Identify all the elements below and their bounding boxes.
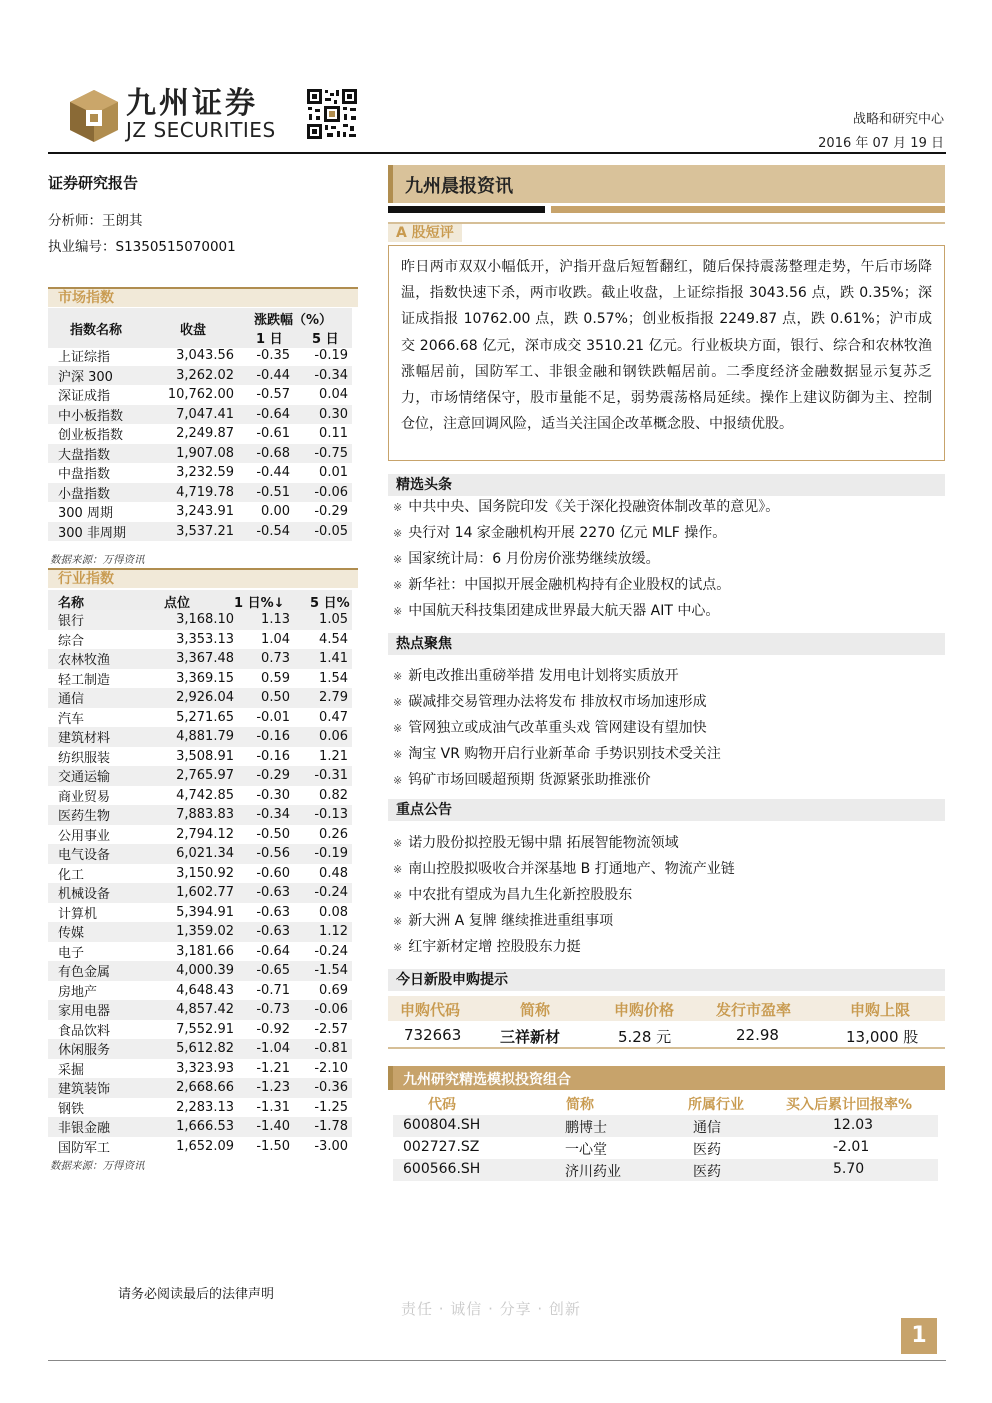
ipo-code: 732663: [404, 1026, 462, 1044]
bullet-icon: ※: [393, 605, 403, 618]
table-cell: -0.35: [256, 348, 290, 364]
table-cell: 5,612.82: [176, 1041, 234, 1057]
table-row: [48, 1000, 352, 1020]
notices-section-title: 重点公告: [388, 799, 945, 821]
table-row: [388, 1021, 945, 1049]
table-cell: 3,181.66: [176, 943, 234, 959]
table-cell: 1.54: [319, 670, 348, 686]
table-cell: -0.61: [256, 426, 290, 442]
table-cell: -0.51: [256, 484, 290, 500]
table-cell: 建筑装饰: [58, 1082, 111, 1098]
table-cell: 公用事业: [58, 828, 111, 844]
table-cell: -0.56: [256, 846, 290, 862]
table-cell: 4.54: [319, 631, 348, 647]
table-cell: 4,648.43: [176, 982, 234, 998]
table-cell: 1.12: [319, 924, 348, 940]
table-cell: -0.60: [256, 865, 290, 881]
table-cell: -0.29: [314, 504, 348, 520]
col-ipo-code: 申购代码: [400, 1001, 461, 1019]
table-cell: -1.23: [256, 1080, 290, 1096]
table-cell: -1.25: [314, 1099, 348, 1115]
industry-index-table: [48, 610, 352, 1156]
table-row: [48, 649, 352, 669]
table-cell: 大盘指数: [58, 447, 111, 463]
table-cell: 3,367.48: [176, 651, 234, 667]
table-cell: 7,883.83: [176, 807, 234, 823]
table-cell: 2.79: [319, 690, 348, 706]
table-cell: -1.04: [256, 1041, 290, 1057]
table-cell: 食品饮料: [58, 1023, 111, 1039]
table-cell: 深证成指: [58, 389, 111, 405]
ipo-section-title: 今日新股申购提示: [388, 969, 945, 991]
company-logo-english: JZ SECURITIES: [126, 118, 276, 142]
table-row: [48, 1137, 352, 1157]
col-point: 点位: [164, 596, 191, 611]
col-return: 买入后累计回报率%: [786, 1097, 913, 1113]
table-cell: 2,765.97: [176, 768, 234, 784]
table-cell: 化工: [58, 867, 85, 883]
bullet-icon: ※: [393, 889, 403, 902]
table-cell: -0.34: [256, 807, 290, 823]
table-cell: 4,719.78: [176, 484, 234, 500]
table-cell: 0.26: [319, 826, 348, 842]
col-industry: 所属行业: [688, 1097, 744, 1113]
banner-title: 九州晨报资讯: [405, 176, 513, 197]
footer-divider: [48, 1360, 946, 1361]
table-cell: 3,369.15: [176, 670, 234, 686]
portfolio-table-header: [388, 1092, 945, 1114]
banner-accent-gold: [551, 206, 945, 213]
list-item: ※ 中国航天科技集团建成世界最大航天器 AIT 中心。: [393, 603, 720, 619]
table-cell: 医药: [693, 1142, 721, 1158]
table-row: [48, 727, 352, 747]
table-cell: -0.57: [256, 387, 290, 403]
data-source-note: 数据来源：万得资讯: [50, 554, 145, 566]
table-cell: 创业板指数: [58, 428, 124, 444]
table-cell: 家用电器: [58, 1004, 111, 1020]
col-ipo-pe: 发行市盈率: [716, 1001, 792, 1019]
table-cell: -0.75: [314, 445, 348, 461]
table-row: [48, 825, 352, 845]
table-cell: 1,652.09: [176, 1138, 234, 1154]
table-cell: 12.03: [833, 1117, 874, 1133]
list-item: ※ 管网独立或成油气改革重头戏 管网建设有望加快: [393, 720, 707, 736]
industry-table-header: [48, 590, 352, 610]
table-row: [48, 961, 352, 981]
table-cell: -0.68: [256, 445, 290, 461]
table-cell: 2,668.66: [176, 1080, 234, 1096]
bullet-icon: ※: [393, 670, 403, 683]
table-cell: 2,794.12: [176, 826, 234, 842]
table-cell: 电气设备: [58, 848, 111, 864]
table-cell: -0.01: [256, 709, 290, 725]
table-cell: -1.78: [314, 1119, 348, 1135]
legal-disclaimer-note: 请务必阅读最后的法律声明: [118, 1287, 275, 1302]
market-commentary: 昨日两市双双小幅低开，沪指开盘后短暂翻红，随后保持震荡整理走势，午后市场降温，指数快速下杀，两市收跌。截止收盘，上证综指报 3043.56 点，跌 0.35%；深证成指报 10762.00 点，跌 0.57%；创业板指报 2249.87 点，跌 0.61%；沪市成交 2066.68 亿元，深市成交 3510.21 亿元。行业板块方面，银行、综合和农林牧渔涨幅居前，国防军工、非银金融和钢铁跌幅居前。二季度经济金融数据显示复苏乏力，市场情绪保守，股市量能不足，弱势震荡格局延续。操作上建议防御为主、控制仓位，注意回调风险，适当关注国企改革概念股、中报绩优股。: [388, 245, 945, 461]
table-cell: 1.13: [261, 612, 290, 628]
list-item: ※ 新华社：中国拟开展金融机构持有企业股权的试点。: [393, 577, 731, 593]
table-cell: -0.63: [256, 924, 290, 940]
table-cell: 4,881.79: [176, 729, 234, 745]
market-table-header: [48, 308, 352, 348]
table-cell: 机械设备: [58, 887, 111, 903]
list-item: ※ 中共中央、国务院印发《关于深化投融资体制改革的意见》。: [393, 499, 780, 515]
list-item: ※ 碳减排交易管理办法将发布 排放权市场加速形成: [393, 694, 707, 710]
table-cell: -0.31: [314, 768, 348, 784]
hot-topics-list: [393, 663, 943, 793]
table-cell: -0.63: [256, 885, 290, 901]
table-cell: 3,323.93: [176, 1060, 234, 1076]
table-cell: 2,249.87: [176, 426, 234, 442]
table-cell: 3,043.56: [176, 348, 234, 364]
table-cell: 1.21: [319, 748, 348, 764]
table-row: [48, 424, 352, 444]
col-stock-name: 简称: [566, 1097, 594, 1113]
table-cell: -0.06: [314, 1002, 348, 1018]
bullet-icon: ※: [393, 553, 403, 566]
table-cell: 0.50: [261, 690, 290, 706]
bullet-icon: ※: [393, 863, 403, 876]
table-cell: 沪深 300: [58, 369, 113, 385]
table-cell: 国防军工: [58, 1140, 111, 1156]
table-row: [48, 844, 352, 864]
table-row: [48, 786, 352, 806]
table-row: [393, 1115, 938, 1137]
department-label: 战略和研究中心: [852, 112, 944, 127]
company-logo-mark: [68, 88, 120, 144]
table-cell: 600804.SH: [403, 1117, 481, 1133]
table-row: [48, 1059, 352, 1079]
table-cell: 1,602.77: [176, 885, 234, 901]
table-cell: 0.47: [319, 709, 348, 725]
table-cell: 600566.SH: [403, 1161, 481, 1177]
headlines-section-title: 精选头条: [388, 474, 945, 496]
table-row: [48, 1020, 352, 1040]
table-cell: 采掘: [58, 1062, 85, 1078]
table-row: [48, 1039, 352, 1059]
table-cell: -0.34: [314, 367, 348, 383]
bullet-icon: ※: [393, 696, 403, 709]
col-1d: 1 日: [256, 332, 283, 347]
table-row: [48, 522, 352, 542]
table-cell: -0.73: [256, 1002, 290, 1018]
table-cell: 纺织服装: [58, 750, 111, 766]
table-cell: 交通运输: [58, 770, 111, 786]
table-cell: 0.48: [319, 865, 348, 881]
company-motto: 责任 · 诚信 · 分享 · 创新: [401, 1300, 581, 1318]
table-cell: 医药生物: [58, 809, 111, 825]
table-row: [48, 502, 352, 522]
table-row: [48, 483, 352, 503]
table-cell: 中盘指数: [58, 467, 111, 483]
table-cell: -0.54: [256, 523, 290, 539]
table-cell: 银行: [58, 614, 85, 630]
table-cell: -1.40: [256, 1119, 290, 1135]
list-item: ※ 中农批有望成为昌九生化新控股股东: [393, 887, 633, 903]
table-cell: 300 非周期: [58, 525, 126, 541]
company-logo-name: 九州证券: [126, 86, 258, 121]
table-cell: 3,537.21: [176, 523, 234, 539]
table-cell: -0.06: [314, 484, 348, 500]
ipo-limit: 13,000 股: [846, 1028, 919, 1046]
market-index-section-title: 市场指数: [48, 287, 358, 307]
col-close: 收盘: [180, 323, 207, 338]
table-cell: -1.31: [256, 1099, 290, 1115]
bullet-icon: ※: [393, 527, 403, 540]
col-stock-code: 代码: [428, 1097, 456, 1113]
bullet-icon: ※: [393, 748, 403, 761]
table-cell: 3,243.91: [176, 504, 234, 520]
table-cell: 综合: [58, 633, 85, 649]
table-cell: -0.65: [256, 963, 290, 979]
table-cell: 上证综指: [58, 350, 111, 366]
table-cell: 0.82: [319, 787, 348, 803]
table-row: [48, 1098, 352, 1118]
table-cell: -0.24: [314, 943, 348, 959]
table-cell: 0.01: [319, 465, 348, 481]
hot-topics-section-title: 热点聚焦: [388, 633, 945, 655]
table-cell: 2,283.13: [176, 1099, 234, 1115]
ipo-price: 5.28 元: [618, 1028, 672, 1046]
col-5d: 5 日%: [310, 596, 350, 611]
table-cell: 医药: [693, 1164, 721, 1180]
table-cell: 10,762.00: [167, 387, 234, 403]
table-row: [48, 366, 352, 386]
ipo-name: 三祥新材: [500, 1028, 561, 1046]
table-row: [48, 708, 352, 728]
table-cell: 0.04: [319, 387, 348, 403]
portfolio-title: 九州研究精选模拟投资组合: [403, 1072, 571, 1088]
table-cell: 1,666.53: [176, 1119, 234, 1135]
bullet-icon: ※: [393, 579, 403, 592]
a-share-comment-tag: [388, 222, 945, 242]
banner-accent-black: [388, 206, 545, 213]
table-row: [48, 688, 352, 708]
table-cell: -1.54: [314, 963, 348, 979]
a-share-comment-title: A 股短评: [388, 224, 462, 242]
table-cell: -0.19: [314, 348, 348, 364]
table-cell: -0.24: [314, 885, 348, 901]
list-item: ※ 新电改推出重磅举措 发用电计划将实质放开: [393, 668, 679, 684]
table-row: [48, 883, 352, 903]
portfolio-banner: [388, 1066, 945, 1090]
table-cell: 4,857.42: [176, 1002, 234, 1018]
table-row: [393, 1159, 938, 1181]
table-cell: 建筑材料: [58, 731, 111, 747]
table-cell: -0.71: [256, 982, 290, 998]
table-row: [48, 766, 352, 786]
list-item: ※ 红宇新材定增 控股股东力挺: [393, 939, 581, 955]
table-row: [48, 903, 352, 923]
table-cell: 6,021.34: [176, 846, 234, 862]
table-cell: -0.50: [256, 826, 290, 842]
list-item: ※ 淘宝 VR 购物开启行业新革命 手势识别技术受关注: [393, 746, 721, 762]
ipo-table-header: [388, 996, 945, 1021]
table-cell: -1.21: [256, 1060, 290, 1076]
table-cell: -3.00: [314, 1138, 348, 1154]
table-cell: 3,353.13: [176, 631, 234, 647]
table-cell: 非银金融: [58, 1121, 111, 1137]
table-row: [48, 346, 352, 366]
table-cell: 有色金属: [58, 965, 111, 981]
table-cell: 7,047.41: [176, 406, 234, 422]
table-cell: 1.04: [261, 631, 290, 647]
morning-news-banner: [388, 165, 945, 203]
table-cell: -2.10: [314, 1060, 348, 1076]
col-industry-name: 名称: [58, 596, 85, 611]
table-row: [48, 864, 352, 884]
list-item: ※ 南山控股拟吸收合并深基地 B 打通地产、物流产业链: [393, 861, 735, 877]
table-row: [48, 747, 352, 767]
table-cell: 1,359.02: [176, 924, 234, 940]
table-cell: 4,742.85: [176, 787, 234, 803]
table-cell: -2.57: [314, 1021, 348, 1037]
table-cell: 0.11: [319, 426, 348, 442]
table-cell: -0.29: [256, 768, 290, 784]
table-cell: -0.16: [256, 748, 290, 764]
table-cell: 2,926.04: [176, 690, 234, 706]
table-cell: -0.81: [314, 1041, 348, 1057]
table-cell: -0.44: [256, 367, 290, 383]
table-row: [48, 444, 352, 464]
table-cell: 5,271.65: [176, 709, 234, 725]
table-cell: 0.06: [319, 729, 348, 745]
table-cell: 钢铁: [58, 1101, 85, 1117]
table-cell: -0.36: [314, 1080, 348, 1096]
bullet-icon: ※: [393, 774, 403, 787]
table-row: [48, 1078, 352, 1098]
table-cell: -0.64: [256, 406, 290, 422]
table-cell: 1.41: [319, 651, 348, 667]
table-cell: 002727.SZ: [403, 1139, 480, 1155]
table-cell: 轻工制造: [58, 672, 111, 688]
table-cell: -2.01: [833, 1139, 870, 1155]
table-cell: 300 周期: [58, 506, 113, 522]
list-item: ※ 国家统计局：6 月份房价涨势继续放缓。: [393, 551, 660, 567]
table-cell: 中小板指数: [58, 408, 124, 424]
market-index-table: [48, 346, 352, 541]
bullet-icon: ※: [393, 722, 403, 735]
table-cell: 3,168.10: [176, 612, 234, 628]
page-number: 1: [901, 1318, 937, 1354]
table-row: [48, 669, 352, 689]
list-item: ※ 诺力股份拟控股无锡中鼎 拓展智能物流领域: [393, 835, 679, 851]
col-5d: 5 日: [312, 332, 339, 347]
table-cell: 3,232.59: [176, 465, 234, 481]
table-cell: -0.13: [314, 807, 348, 823]
table-cell: 休闲服务: [58, 1043, 111, 1059]
table-cell: 3,508.91: [176, 748, 234, 764]
col-index-name: 指数名称: [70, 323, 123, 338]
col-ipo-price: 申购价格: [614, 1001, 675, 1019]
table-row: [48, 922, 352, 942]
col-ipo-name: 简称: [520, 1001, 551, 1019]
list-item: ※ 新大洲 A 复牌 继续推进重组事项: [393, 913, 614, 929]
table-cell: 4,000.39: [176, 963, 234, 979]
bullet-icon: ※: [393, 501, 403, 514]
table-cell: 汽车: [58, 711, 85, 727]
table-cell: -0.63: [256, 904, 290, 920]
table-cell: 5,394.91: [176, 904, 234, 920]
table-cell: 一心堂: [565, 1142, 607, 1158]
analyst-license: 执业编号：S1350515070001: [48, 239, 236, 255]
report-date: 2016 年 07 月 19 日: [818, 136, 944, 151]
analyst-name: 分析师：王朗其: [48, 213, 143, 229]
col-1d-sorted: 1 日%↓: [234, 596, 285, 611]
table-cell: 5.70: [833, 1161, 865, 1177]
table-cell: -0.64: [256, 943, 290, 959]
table-cell: 0.59: [261, 670, 290, 686]
table-cell: -0.19: [314, 846, 348, 862]
table-cell: 0.69: [319, 982, 348, 998]
table-cell: 7,552.91: [176, 1021, 234, 1037]
table-row: [48, 981, 352, 1001]
bullet-icon: ※: [393, 941, 403, 954]
table-cell: 0.00: [261, 504, 290, 520]
headlines-list: [393, 494, 943, 624]
table-cell: 小盘指数: [58, 486, 111, 502]
col-change: 涨跌幅（%）: [254, 313, 333, 328]
table-cell: -0.05: [314, 523, 348, 539]
table-cell: 1.05: [319, 612, 348, 628]
table-row: [48, 385, 352, 405]
data-source-note: 数据来源：万得资讯: [50, 1160, 145, 1172]
table-cell: 0.30: [319, 406, 348, 422]
table-row: [48, 610, 352, 630]
table-row: [48, 805, 352, 825]
table-cell: 0.08: [319, 904, 348, 920]
table-cell: -0.92: [256, 1021, 290, 1037]
bullet-icon: ※: [393, 837, 403, 850]
table-row: [48, 630, 352, 650]
notices-list: [393, 830, 943, 960]
table-cell: 电子: [58, 945, 85, 961]
table-row: [393, 1137, 938, 1159]
table-cell: -0.44: [256, 465, 290, 481]
table-cell: 计算机: [58, 906, 98, 922]
table-row: [48, 1117, 352, 1137]
table-cell: 3,262.02: [176, 367, 234, 383]
report-type-title: 证券研究报告: [48, 174, 139, 192]
table-cell: 通信: [58, 692, 85, 708]
ipo-pe: 22.98: [736, 1026, 779, 1044]
table-cell: 传媒: [58, 926, 85, 942]
header-divider: [48, 152, 946, 154]
qr-code-icon: [306, 88, 358, 140]
industry-index-section-title: 行业指数: [48, 568, 358, 588]
table-cell: 鹏博士: [565, 1120, 607, 1136]
table-cell: 房地产: [58, 984, 98, 1000]
table-cell: -1.50: [256, 1138, 290, 1154]
list-item: ※ 央行对 14 家金融机构开展 2270 亿元 MLF 操作。: [393, 525, 727, 541]
bullet-icon: ※: [393, 915, 403, 928]
table-cell: -0.16: [256, 729, 290, 745]
list-item: ※ 钨矿市场回暖超预期 货源紧张助推涨价: [393, 772, 651, 788]
table-row: [48, 405, 352, 425]
table-cell: 0.73: [261, 651, 290, 667]
table-row: [48, 942, 352, 962]
table-cell: -0.30: [256, 787, 290, 803]
col-ipo-limit: 申购上限: [850, 1001, 911, 1019]
table-cell: 3,150.92: [176, 865, 234, 881]
table-cell: 通信: [693, 1120, 721, 1136]
table-cell: 农林牧渔: [58, 653, 111, 669]
table-cell: 商业贸易: [58, 789, 111, 805]
table-cell: 济川药业: [565, 1164, 621, 1180]
table-row: [48, 463, 352, 483]
table-cell: 1,907.08: [176, 445, 234, 461]
